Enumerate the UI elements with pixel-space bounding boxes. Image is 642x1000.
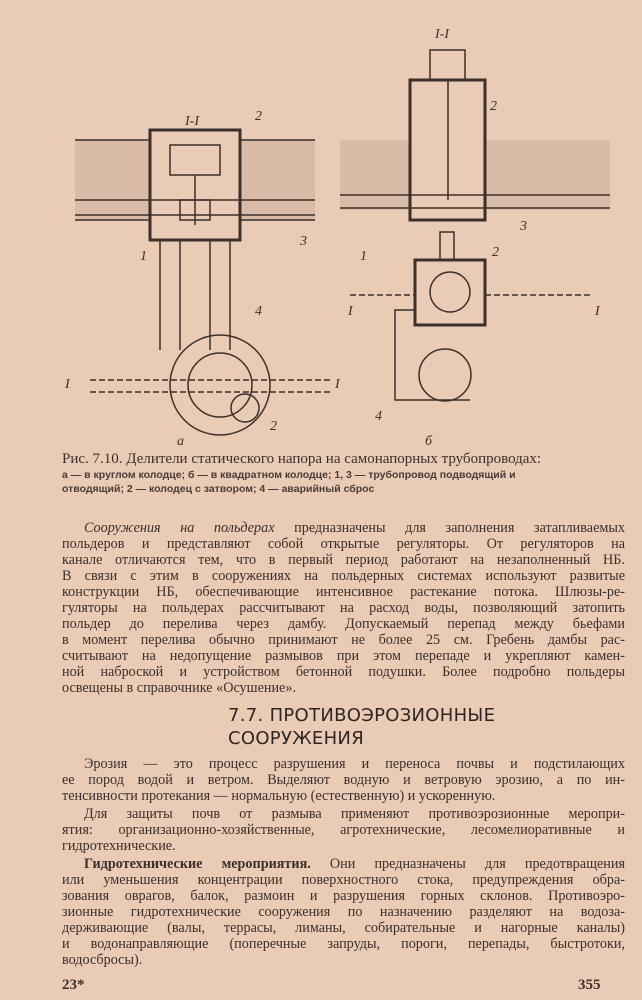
figure-caption <box>62 450 632 496</box>
text-line: гуляторы на польдерах рассчитывают на расход воды, позволяющий затопить <box>62 600 625 616</box>
page-number: 355 <box>578 977 601 993</box>
label-1-a: 1 <box>140 249 147 264</box>
text-line: водосбросы). <box>62 952 143 968</box>
label-4-a: 4 <box>255 304 262 319</box>
label-4-b: 4 <box>375 409 382 424</box>
emphasized-lead: Гидротехнические мероприятия. <box>84 856 311 872</box>
arrow-label-I-b-left: I <box>348 304 353 319</box>
text-line: считывают на недопущение размывов при этом перепаде и укрепляют камен- <box>62 648 625 664</box>
text-line: в момент перелива обычно принимают не более 25 см. Гребень дамбы рас- <box>62 632 625 648</box>
text-line: освещены в справочнике «Осушение». <box>62 680 296 696</box>
text-line: Эрозия — это процесс разрушения и переноса почвы и подстилающих <box>84 756 625 772</box>
text-line: Для защиты почв от размыва применяют противоэрозионные меропри- <box>84 806 625 822</box>
label-3-a: 3 <box>300 234 307 249</box>
section-heading <box>228 704 495 750</box>
subfigure-label-a: а <box>177 434 184 449</box>
text-line: Гидротехнические мероприятия. Они предназначены для предотвращения <box>84 856 625 872</box>
text-line: ее пород водой и ветром. Выделяют водную и ветровую эрозию, а по ин- <box>62 772 625 788</box>
label-2-b-plan: 2 <box>492 245 499 260</box>
paragraph-polders <box>62 520 625 696</box>
arrow-label-I-a-right: I <box>335 377 340 392</box>
paragraph-protection <box>62 806 625 854</box>
figure-caption-title: Рис. 7.10. Делители статического напора на самонапорных трубопроводах: <box>62 451 542 467</box>
text-line: гидротехнические. <box>62 838 176 854</box>
text-line: В связи с этим в сооружениях на польдерных системах используют развитые <box>62 568 625 584</box>
text-line: зионные гидротехнические сооружения по назначению разделяют на водоза- <box>62 904 625 920</box>
text-line: или уменьшения концентрации поверхностного стока, предупреждения обра- <box>62 872 625 888</box>
subfigure-label-b: б <box>425 434 433 449</box>
figure-7-10 <box>30 20 630 450</box>
signature-mark: 23* <box>62 977 85 993</box>
text-line: держивающие (валы, террасы, лиманы, собирательные и нагорные каналы) <box>62 920 625 936</box>
text-line: польдер до перелива через дамбу. Допускаемый перепад между бьефами <box>62 616 625 632</box>
text-line: канале отличаются тем, что в первый период работают на незаполненный НБ. <box>62 552 625 568</box>
label-2-a: 2 <box>255 109 262 124</box>
section-label-b: I-I <box>435 27 449 42</box>
text-line: польдеров и представляют собой открытые регуляторы. От регуляторов на <box>62 536 625 552</box>
diagram-a <box>75 130 330 435</box>
text-line: ной наброской и устройством бетонной подушки. Более подробно польдеры <box>62 664 625 680</box>
arrow-label-I-a-left: I <box>65 377 70 392</box>
heading-line-2: СООРУЖЕНИЯ <box>228 728 364 749</box>
text-line: зования оврагов, балок, размоин и разрушения горных склонов. Противоэро- <box>62 888 625 904</box>
text-line: ятия: организационно-хозяйственные, агротехнические, лесомелиоративные и <box>62 822 625 838</box>
text-line: Сооружения на польдерах предназначены для заполнения затапливаемых <box>84 520 625 536</box>
caption-line: отводящий; 2 — колодец с затвором; 4 — аварийный сброс <box>62 483 375 495</box>
paragraph-erosion <box>62 756 625 804</box>
emphasized-lead: Сооружения на польдерах <box>84 520 275 536</box>
arrow-label-I-b-right: I <box>595 304 600 319</box>
text-line: и водонаправляющие (поперечные запруды, пороги, перепады, быстротоки, <box>62 936 625 952</box>
heading-line-1: 7.7. ПРОТИВОЭРОЗИОННЫЕ <box>228 705 496 726</box>
label-2-b: 2 <box>490 99 497 114</box>
label-2-a-bottom: 2 <box>270 419 277 434</box>
caption-line: а — в круглом колодце; б — в квадратном колодце; 1, 3 — трубопровод подводящий и <box>62 469 516 481</box>
label-3-b: 3 <box>520 219 527 234</box>
text-line: тенсивности протекания — нормальную (естественную) и ускоренную. <box>62 788 496 804</box>
text-line: конструкции НБ, обеспечивающие интенсивное растекание потока. Шлюзы-ре- <box>62 584 625 600</box>
label-1-b: 1 <box>360 249 367 264</box>
section-label-a: I-I <box>185 114 199 129</box>
diagram-b <box>340 50 610 401</box>
paragraph-hydrotechnical <box>62 856 625 968</box>
